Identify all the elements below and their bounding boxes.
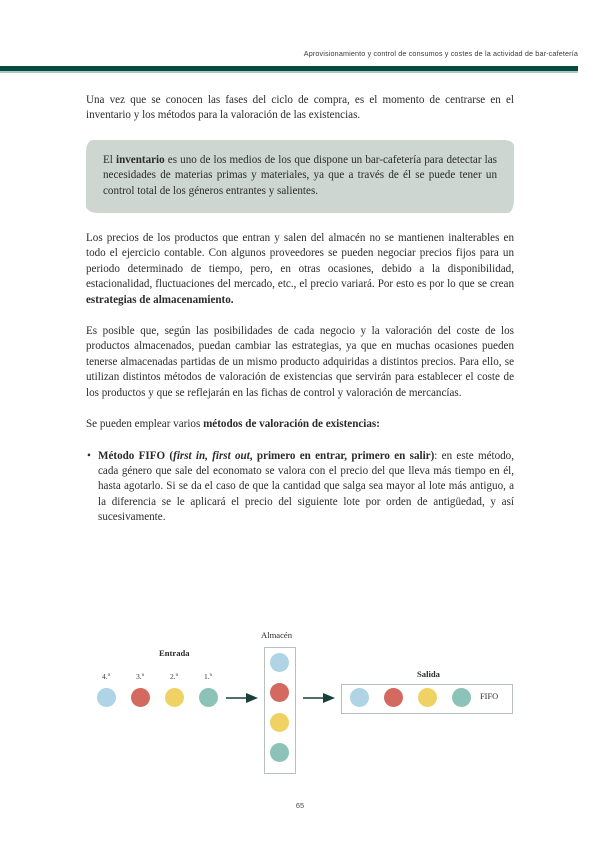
entrada-dot-2 xyxy=(165,688,184,707)
paragraph-metodos-text: Se pueden emplear varios xyxy=(86,418,204,431)
salida-dot-4 xyxy=(452,688,471,707)
almacen-dot-3 xyxy=(270,713,289,732)
callout-bold-term: inventario xyxy=(115,153,165,166)
fifo-rest: : en este método, cada género que sale del economato se valora con el precio del que lleva más tiempo en él, hasta agotarlo. Si se da el caso de que la cantidad que salga sea mayor al lote más antiguo, a la diferencia se le aplicará el precio del siguiente lote por orden de antigüedad, y así sucesivamente. xyxy=(98,449,514,524)
text-column xyxy=(86,93,514,526)
header-rule-shadow xyxy=(0,71,578,73)
arrow-almacen-to-salida xyxy=(303,690,335,706)
paragraph-precios-bold: estrategias de almacenamiento. xyxy=(86,293,234,306)
callout-lead: El xyxy=(103,153,116,166)
almacen-dot-2 xyxy=(270,683,289,702)
salida-dot-1 xyxy=(350,688,369,707)
paragraph-precios xyxy=(86,231,514,308)
diagram-label-entrada: Entrada xyxy=(159,648,190,658)
entrada-dot-1 xyxy=(199,688,218,707)
callout-box xyxy=(86,140,514,213)
fifo-diagram xyxy=(86,622,514,782)
paragraph-estrategias: Es posible que, según las posibilidades de cada negocio y la valoración del coste de los productos almacenados, puedan cambiar las estrategias, ya que en muchas ocasiones pueden tenerse almacenadas partidas de un mismo producto adquiridas a distintos precios. Para ello, se utilizan distintos métodos de valoración de existencias que servirán para establecer el coste de los productos y que se reflejarán en las fichas de control y valoración de mercancías. xyxy=(86,325,514,399)
entrada-ordinal-3: 3.º xyxy=(136,672,145,681)
diagram-label-salida: Salida xyxy=(417,669,440,679)
methods-list xyxy=(86,449,514,526)
paragraph-metodos-bold: métodos de valoración de existencias: xyxy=(203,418,380,431)
almacen-dot-1 xyxy=(270,653,289,672)
fifo-bold-mid: , primero en entrar, primero en salir) xyxy=(249,449,435,462)
salida-fifo-tag: FIFO xyxy=(480,692,499,701)
salida-dot-2 xyxy=(384,688,403,707)
entrada-dot-3 xyxy=(131,688,150,707)
entrada-dot-4 xyxy=(97,688,116,707)
arrow-entrada-to-almacen xyxy=(226,690,258,706)
fifo-bold-head: Método FIFO ( xyxy=(98,449,174,462)
entrada-ordinal-2: 2.º xyxy=(170,672,179,681)
almacen-dot-4 xyxy=(270,743,289,762)
callout-rest: es uno de los medios de los que dispone un bar-cafetería para detectar las necesidades de materias primas y materiales, ya que a través de él se puede tener un control total de los géneros entrantes y salientes. xyxy=(103,153,497,197)
running-head: Aprovisionamiento y control de consumos y costes de la actividad de bar-cafetería xyxy=(303,49,578,58)
entrada-ordinal-1: 1.º xyxy=(204,672,213,681)
paragraph-intro: Una vez que se conocen las fases del ciclo de compra, es el momento de centrarse en el inventario y los métodos para la valoración de las existencias. xyxy=(86,94,514,122)
entrada-ordinal-4: 4.º xyxy=(102,672,111,681)
paragraph-metodos xyxy=(86,417,514,432)
list-item-fifo xyxy=(86,449,514,526)
paragraph-precios-text: Los precios de los productos que entran y salen del almacén no se mantienen inalterables en todo el ejercicio contable. Con algunos proveedores se pueden negociar precios fijos para un periodo determinado de tiempo, pero, en otras ocasiones, debido a la disponibilidad, estacionalidad, fluctuaciones del mercado, etc., el precio variará. Por esto es por lo que se crean xyxy=(86,232,514,291)
callout-text xyxy=(103,153,497,199)
page-number: 65 xyxy=(295,801,305,810)
salida-dot-3 xyxy=(418,688,437,707)
diagram-label-almacen: Almacén xyxy=(261,630,293,640)
fifo-italic-term: first in, first out xyxy=(173,449,250,462)
